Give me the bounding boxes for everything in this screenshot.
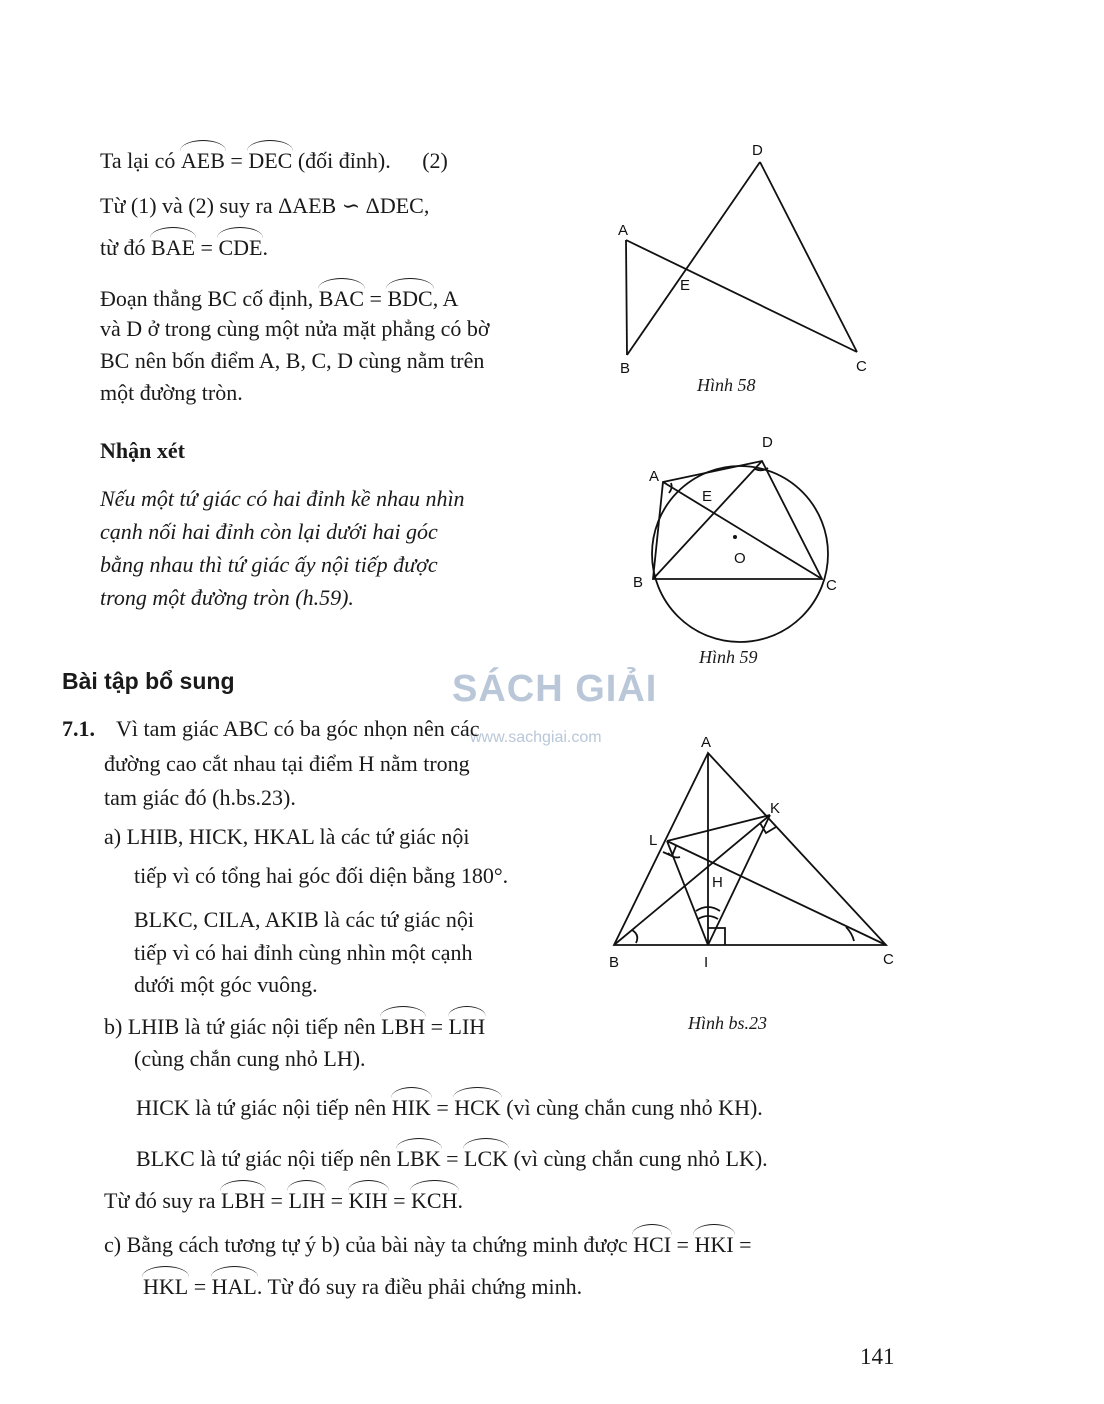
label-c: C [826, 577, 837, 594]
page-number: 141 [860, 1344, 895, 1369]
label-d: D [762, 434, 773, 451]
angle: KCH [411, 1188, 458, 1213]
segment-bd [627, 162, 760, 355]
text: = [733, 1232, 752, 1257]
exercise-line: dưới một góc vuông. [134, 972, 318, 997]
text: . [457, 1188, 463, 1213]
text: = [224, 148, 249, 173]
exercise-c-line [104, 1231, 751, 1259]
remark-line: cạnh nối hai đỉnh còn lại dưới hai góc [100, 519, 438, 544]
label-l: L [649, 832, 658, 849]
text: = [325, 1188, 349, 1213]
text: Từ đó suy ra [104, 1188, 222, 1213]
segment-dc [760, 162, 857, 352]
angle: LBH [381, 1014, 426, 1039]
watermark-url: www.sachgiai.com [470, 729, 602, 746]
text: = [387, 1188, 412, 1213]
text: từ đó [100, 235, 152, 260]
exercise-line: a) LHIB, HICK, HKAL là các tứ giác nội [104, 824, 470, 849]
angle: CDE [218, 235, 263, 260]
text: = [671, 1232, 695, 1257]
text: (vì cùng chắn cung nhỏ KH). [500, 1095, 763, 1120]
exercise-c-line [143, 1273, 582, 1301]
angle: LCK [464, 1146, 509, 1171]
text: BLKC là tứ giác nội tiếp nên [136, 1146, 397, 1171]
exercise-line: đường cao cắt nhau tại điểm H nằm trong [104, 751, 470, 776]
eq-bae-cde [100, 234, 268, 262]
text: (vì cùng chắn cung nhỏ LK). [508, 1146, 768, 1171]
exercise-line: Vì tam giác ABC có ba góc nhọn nên các [116, 716, 480, 741]
figure-59-caption: Hình 59 [699, 647, 758, 667]
label-a: A [701, 734, 712, 751]
angle: BAC [318, 286, 365, 311]
angle: LIH [288, 1188, 326, 1213]
remark-line: trong một đường tròn (h.59). [100, 585, 354, 610]
angle: LBK [396, 1146, 441, 1171]
text: HICK là tứ giác nội tiếp nên [136, 1095, 392, 1120]
right-angle-i [708, 928, 725, 945]
label-a: A [618, 222, 629, 239]
figure-bs23 [600, 725, 910, 980]
figure-58-caption: Hình 58 [697, 375, 756, 395]
paragraph-line: BC nên bốn điểm A, B, C, D cùng nằm trên [100, 348, 485, 373]
triangle-abc [614, 753, 886, 945]
text: = [440, 1146, 465, 1171]
watermark-logo: SÁCH GIẢI [452, 668, 658, 710]
label-o: O [734, 550, 746, 567]
text: = [430, 1095, 455, 1120]
text: . Từ đó suy ra điều phải chứng minh. [256, 1274, 583, 1299]
altitude-cl [667, 841, 886, 945]
paragraph-line: một đường tròn. [100, 380, 243, 405]
remark-line: bằng nhau thì tứ giác ấy nội tiếp được [100, 552, 438, 577]
angle: HCK [454, 1095, 501, 1120]
figure-bs23-caption: Hình bs.23 [688, 1013, 768, 1033]
center-point [733, 535, 737, 539]
angle: HIK [391, 1095, 431, 1120]
angle: BDC [387, 286, 433, 311]
text: = [265, 1188, 289, 1213]
figure-58 [600, 135, 900, 385]
similar-triangles-line: Từ (1) và (2) suy ra ΔAEB ∽ ΔDEC, [100, 193, 430, 218]
paragraph-line [100, 285, 458, 313]
text: c) Bằng cách tương tự ý b) của bài này ta chứng minh được [104, 1232, 634, 1257]
label-d: D [752, 142, 763, 159]
paragraph-line: và D ở trong cùng một nửa mặt phẳng có bờ [100, 316, 490, 341]
angle: AEB [180, 148, 225, 173]
label-b: B [620, 360, 631, 377]
remark-heading: Nhận xét [100, 438, 185, 463]
remark-line: Nếu một tứ giác có hai đỉnh kề nhau nhìn [100, 486, 465, 511]
exercise-b-line [136, 1094, 763, 1122]
text: Ta lại có [100, 148, 181, 173]
angle: HKL [143, 1274, 189, 1299]
label-i: I [704, 954, 709, 971]
angle: HAL [211, 1274, 257, 1299]
angle-mark-b [632, 930, 637, 943]
segment-ac [626, 240, 857, 352]
label-h: H [712, 874, 723, 891]
text: = [188, 1274, 212, 1299]
exercise-line: tiếp vì có tổng hai góc đối diện bằng 180°. [134, 863, 509, 888]
angle: LIH [448, 1014, 486, 1039]
label-a: A [649, 468, 660, 485]
exercise-line: BLKC, CILA, AKIB là các tứ giác nội [134, 907, 475, 932]
text: (đối đỉnh). [292, 148, 391, 173]
exercise-line: tiếp vì có hai đỉnh cùng nhìn một cạnh [134, 940, 473, 965]
text: = [195, 235, 219, 260]
angle: BAE [151, 235, 196, 260]
text: = [425, 1014, 449, 1039]
exercise-b-line [136, 1145, 768, 1173]
text: = [364, 286, 388, 311]
exercise-line: (cùng chắn cung nhỏ LH). [134, 1046, 366, 1071]
angle: DEC [248, 148, 293, 173]
exercise-number: 7.1. [62, 716, 95, 741]
angle: HKI [694, 1232, 734, 1257]
equation-number: (2) [422, 148, 448, 173]
angle-mark-l [668, 853, 680, 858]
text: , A [432, 286, 459, 311]
segment-ab [626, 240, 627, 355]
text: b) LHIB là tứ giác nội tiếp nên [104, 1014, 382, 1039]
eq-aeb-dec [100, 147, 448, 175]
exercise-b-line [104, 1187, 463, 1215]
label-b: B [609, 954, 620, 971]
exercise-line: tam giác đó (h.bs.23). [104, 785, 296, 810]
label-e: E [702, 488, 713, 505]
label-e: E [680, 277, 691, 294]
angle: HCI [633, 1232, 672, 1257]
exercise-b-line [104, 1013, 485, 1041]
angle: LBH [221, 1188, 266, 1213]
figure-59 [625, 425, 845, 650]
angle: KIH [348, 1188, 388, 1213]
section-heading: Bài tập bổ sung [62, 668, 235, 694]
label-k: K [770, 800, 781, 817]
angle-mark-a [669, 483, 672, 493]
label-c: C [883, 951, 894, 968]
label-b: B [633, 574, 644, 591]
text: Đoạn thẳng BC cố định, [100, 286, 319, 311]
label-c: C [856, 358, 867, 375]
text: . [262, 235, 268, 260]
